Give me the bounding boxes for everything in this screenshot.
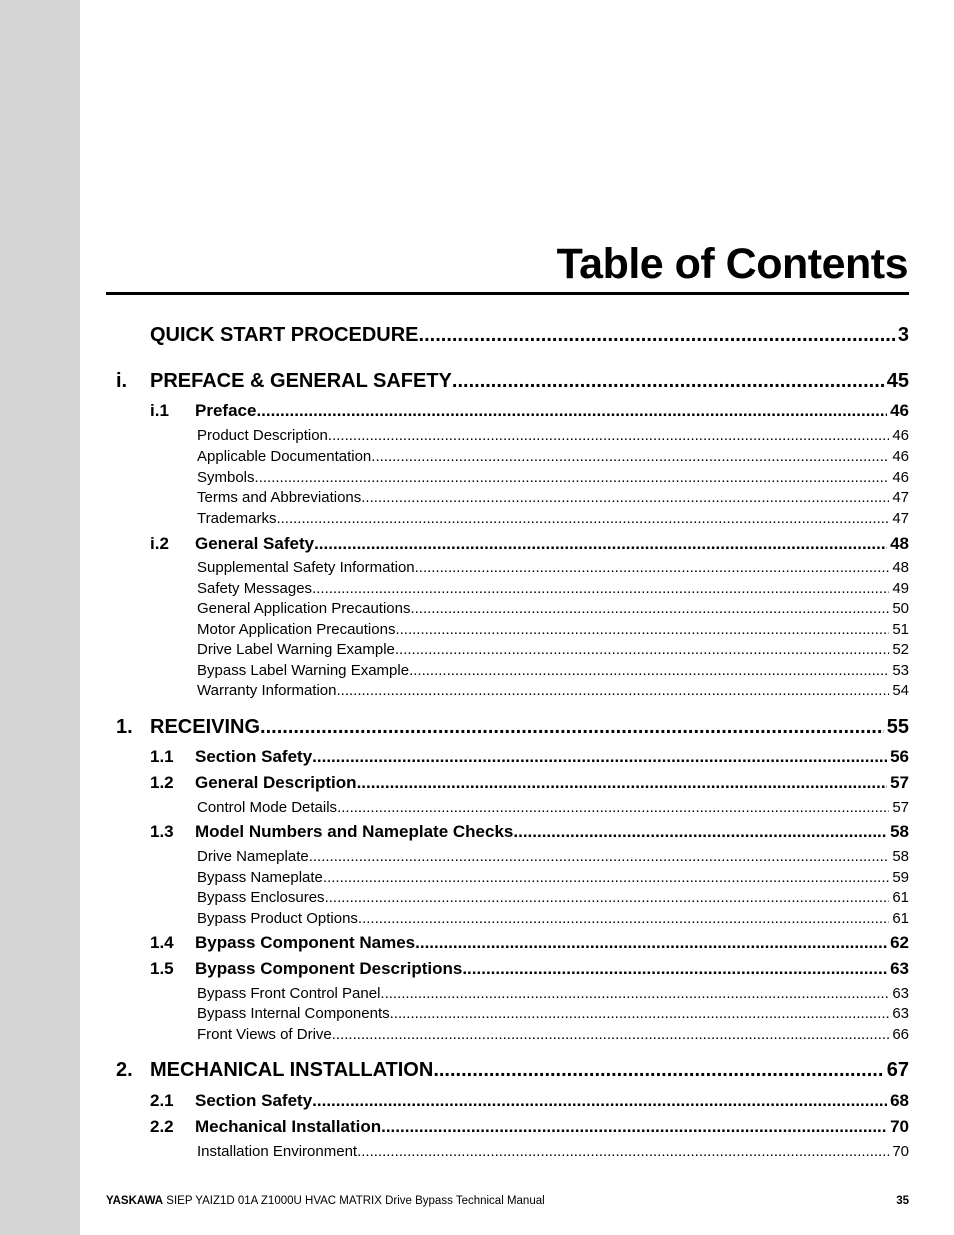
toc-subsection[interactable]: Applicable Documentation ..... 46 [197, 448, 909, 465]
toc-subsection[interactable]: Terms and Abbreviations ..... 47 [197, 489, 909, 506]
toc-subsection[interactable]: Symbols ..... 46 [197, 469, 909, 486]
toc-subsection[interactable]: Safety Messages ..... 49 [197, 580, 909, 597]
section-number: 1.5 [150, 959, 174, 978]
toc-subsection[interactable]: Drive Nameplate ..... 58 [197, 848, 909, 865]
footer-manual-title: SIEP YAIZ1D 01A Z1000U HVAC MATRIX Drive Bypass Technical Manual [163, 1195, 545, 1207]
toc-section[interactable]: Bypass Component Descriptions ..... 63 [195, 959, 909, 979]
toc-subsection[interactable]: Installation Environment ..... 70 [197, 1143, 909, 1160]
page-title: Table of Contents [556, 240, 908, 288]
toc-section[interactable]: Section Safety ..... 68 [195, 1091, 909, 1111]
toc-section[interactable]: Model Numbers and Nameplate Checks ..... 58 [195, 822, 909, 842]
toc-section[interactable]: Section Safety ..... 56 [195, 747, 909, 767]
toc-chapter-receiving[interactable]: RECEIVING ..... 55 [150, 716, 909, 739]
toc-subsection[interactable]: Bypass Product Options ..... 61 [197, 910, 909, 927]
section-number: 2.1 [150, 1091, 174, 1110]
toc-chapter-preface[interactable]: PREFACE & GENERAL SAFETY ..... 45 [150, 370, 909, 393]
toc-subsection[interactable]: Warranty Information ..... 54 [197, 682, 909, 699]
section-number: 1.4 [150, 933, 174, 952]
toc-section-general-safety[interactable]: General Safety ..... 48 [195, 534, 909, 554]
toc-subsection[interactable]: Bypass Nameplate ..... 59 [197, 869, 909, 886]
toc-section[interactable]: Bypass Component Names ..... 62 [195, 933, 909, 953]
toc-subsection[interactable]: Front Views of Drive ..... 66 [197, 1026, 909, 1043]
toc-subsection[interactable]: Product Description ..... 46 [197, 427, 909, 444]
section-number: 1.2 [150, 773, 174, 792]
toc-subsection[interactable]: Supplemental Safety Information ..... 48 [197, 559, 909, 576]
toc-entry-quick-start[interactable]: QUICK START PROCEDURE ..... 3 [150, 324, 909, 347]
toc-section[interactable]: Mechanical Installation ..... 70 [195, 1117, 909, 1137]
toc-chapter-mechanical-installation[interactable]: MECHANICAL INSTALLATION ..... 67 [150, 1059, 909, 1082]
title-rule [106, 292, 909, 295]
toc-section-preface[interactable]: Preface ..... 46 [195, 401, 909, 421]
toc-subsection[interactable]: Control Mode Details ..... 57 [197, 799, 909, 816]
footer-brand: YASKAWA [106, 1195, 164, 1207]
section-number: i.2 [150, 534, 169, 553]
section-number: i.1 [150, 401, 169, 420]
chapter-number: 2. [116, 1059, 133, 1081]
page-footer [106, 1195, 545, 1207]
section-number: 1.3 [150, 822, 174, 841]
page-number: 35 [896, 1195, 909, 1207]
toc-subsection[interactable]: General Application Precautions ..... 50 [197, 600, 909, 617]
section-number: 2.2 [150, 1117, 174, 1136]
chapter-number: 1. [116, 716, 133, 738]
toc-subsection[interactable]: Bypass Label Warning Example ..... 53 [197, 662, 909, 679]
toc-subsection[interactable]: Bypass Front Control Panel ..... 63 [197, 985, 909, 1002]
toc-subsection[interactable]: Trademarks ..... 47 [197, 510, 909, 527]
section-number: 1.1 [150, 747, 174, 766]
toc-subsection[interactable]: Bypass Internal Components ..... 63 [197, 1005, 909, 1022]
toc-subsection[interactable]: Bypass Enclosures ..... 61 [197, 889, 909, 906]
page-margin-band [0, 0, 80, 1235]
toc-section[interactable]: General Description ..... 57 [195, 773, 909, 793]
toc-subsection[interactable]: Motor Application Precautions ..... 51 [197, 621, 909, 638]
toc-subsection[interactable]: Drive Label Warning Example ..... 52 [197, 641, 909, 658]
chapter-number: i. [116, 370, 128, 392]
